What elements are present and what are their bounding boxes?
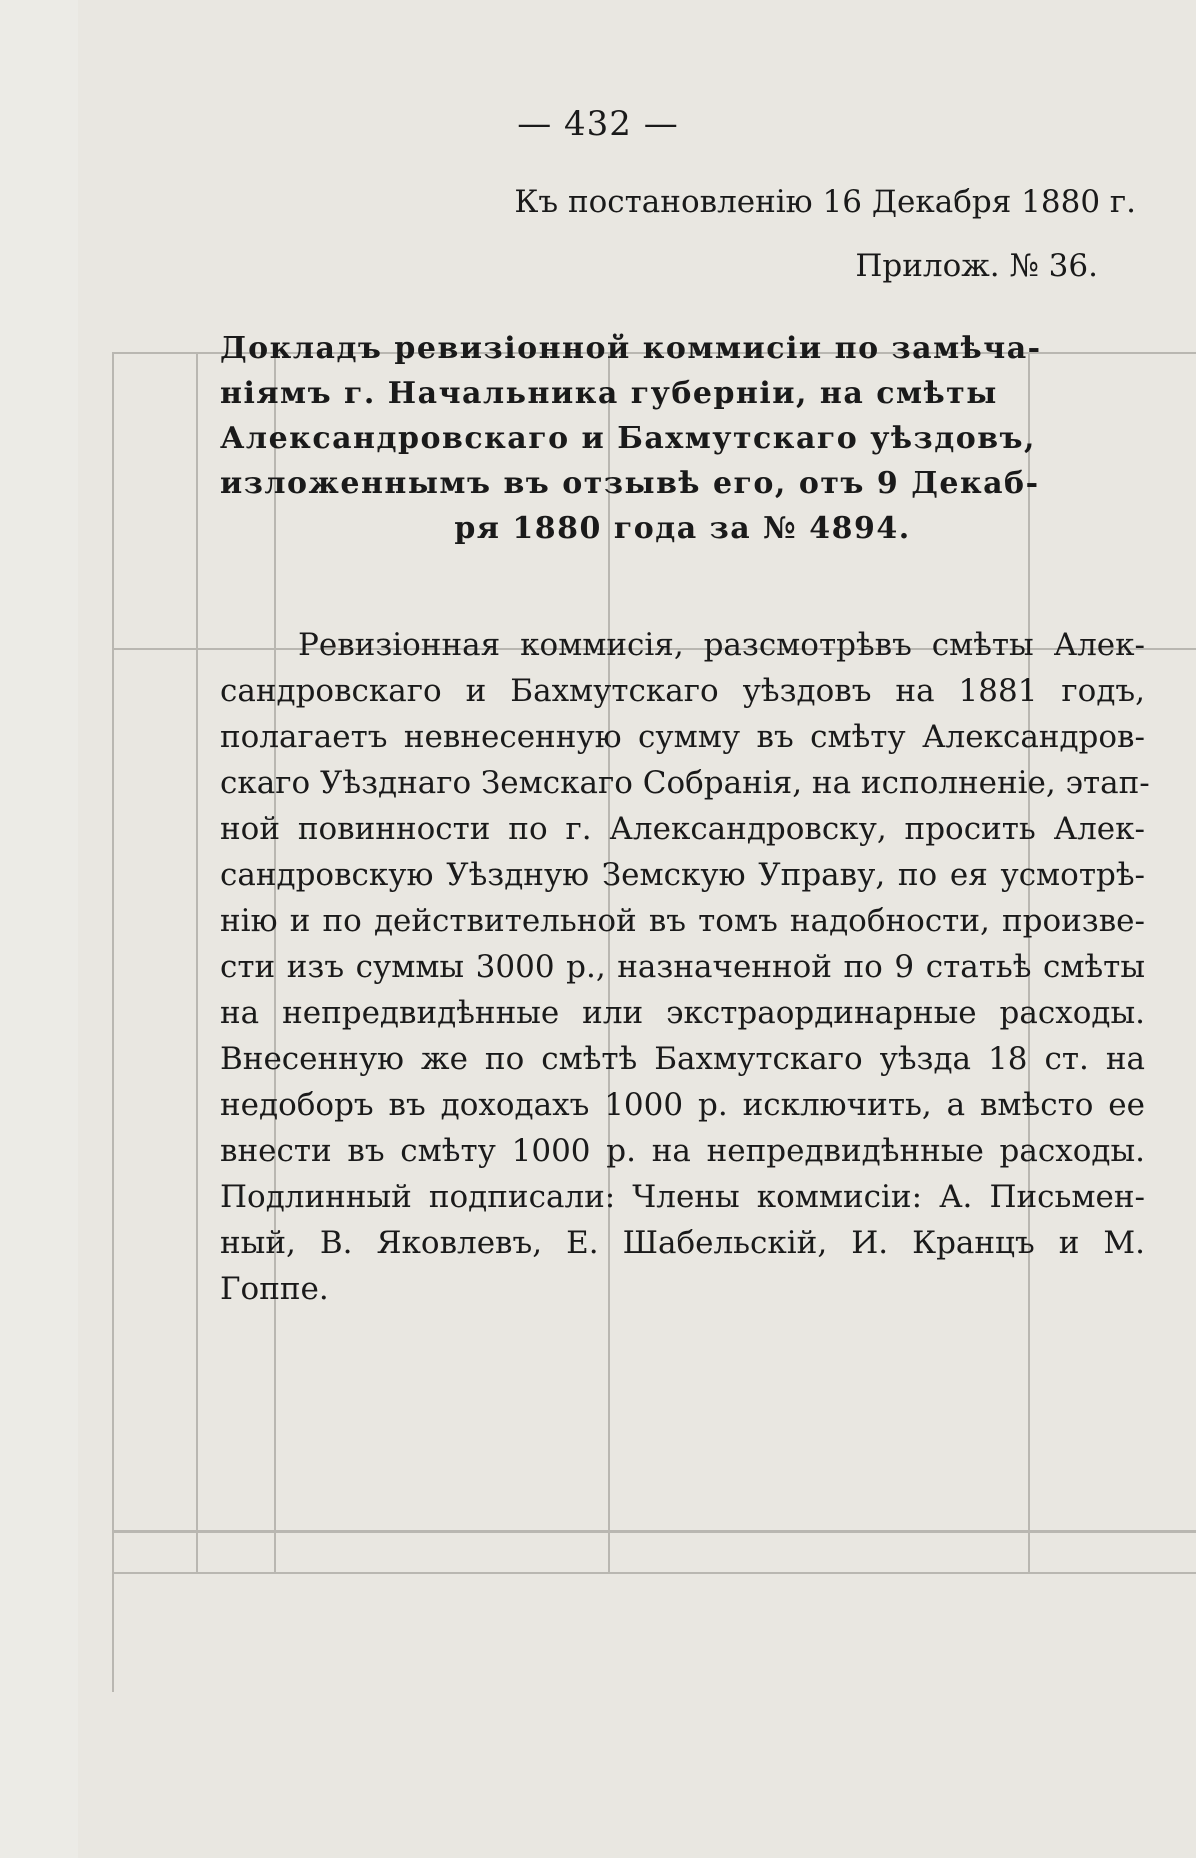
bleed-rule [112,352,114,1692]
report-title-line: ря 1880 года за № 4894. [454,511,911,546]
bleed-rule [196,352,198,1574]
report-title-line: изложеннымъ въ отзывѣ его, отъ 9 Декаб- [220,466,1040,501]
body-line: сандровскаго и Бахмутскаго уѣздовъ на 1881 годъ, [220,673,1145,709]
body-line: скаго Уѣзднаго Земскаго Собранія, на исполненіе, этап- [220,765,1150,801]
body-line: Подлинный подписали: Члены коммисіи: А. Письмен- [220,1179,1145,1215]
attachment-number: Прилож. № 36. [855,248,1098,284]
body-line: полагаетъ невнесенную сумму въ смѣту Александров- [220,719,1145,755]
body-line: ной повинности по г. Александровску, просить Алек- [220,811,1145,847]
body-line: Внесенную же по смѣтѣ Бахмутскаго уѣзда 18 ст. на [220,1041,1145,1077]
body-line: недоборъ въ доходахъ 1000 р. исключить, а вмѣсто ее [220,1087,1145,1123]
body-line: нію и по действительной въ томъ надобности, произве- [220,903,1145,939]
body-line: внести въ смѣту 1000 р. на непредвидѣнные расходы. [220,1133,1145,1169]
report-title [220,326,1145,551]
body-line: сандровскую Уѣздную Земскую Управу, по ея усмотрѣ- [220,857,1145,893]
report-body [220,622,1150,1312]
report-title-line: ніямъ г. Начальника губерніи, на смѣты [220,376,998,411]
report-title-line: Александровскаго и Бахмутскаго уѣздовъ, [220,421,1036,456]
body-line: на непредвидѣнные или экстраординарные расходы. [220,995,1145,1031]
body-line: Гоппе. [220,1271,329,1307]
body-line: сти изъ суммы 3000 р., назначенной по 9 статьѣ смѣты [220,949,1145,985]
resolution-reference: Къ постановленію 16 Декабря 1880 г. [514,184,1136,220]
body-line: ный, В. Яковлевъ, Е. Шабельскій, И. Кранцъ и М. [220,1225,1145,1261]
report-title-line: Докладъ ревизіонной коммисіи по замѣча- [220,331,1042,366]
body-line: Ревизіонная коммисія, разсмотрѣвъ смѣты Алек- [298,627,1145,663]
page-number: — 432 — [517,104,679,144]
